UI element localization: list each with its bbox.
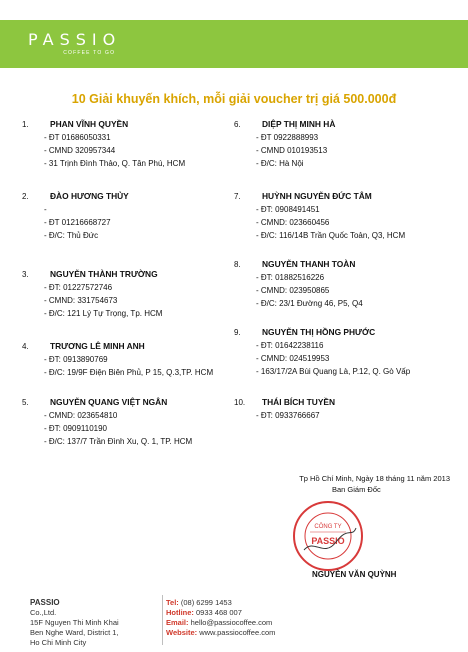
signer-name: NGUYỄN VĂN QUỲNH bbox=[312, 570, 397, 579]
footer-company-name: PASSIO bbox=[30, 598, 60, 607]
winner-name: HUỲNH NGUYỄN ĐỨC TÂM bbox=[262, 191, 372, 201]
winner-detail-line: - Đ/C: 19/9F Điện Biên Phủ, P 15, Q.3,TP. HCM bbox=[44, 368, 214, 377]
winner-name: NGUYỄN THỊ HỒNG PHƯỚC bbox=[262, 327, 376, 337]
passio-logo bbox=[28, 31, 121, 56]
winner-detail-line: - ĐT: 0933766667 bbox=[256, 411, 320, 420]
winner-number: 4. bbox=[22, 342, 29, 351]
winner-number: 8. bbox=[234, 260, 241, 269]
winner-name: DIỆP THỊ MINH HÀ bbox=[262, 119, 336, 129]
winner-detail-line: - Đ/C: Thủ Đức bbox=[44, 231, 99, 240]
winner-number: 3. bbox=[22, 270, 29, 279]
company-stamp bbox=[290, 498, 366, 574]
page-title: 10 Giải khuyến khích, mỗi giải voucher trị giá 500.000đ bbox=[71, 92, 397, 106]
winner-number: 9. bbox=[234, 328, 241, 337]
winner-detail-line: - ĐT: 01882516226 bbox=[256, 273, 325, 282]
winner-name: ĐÀO HƯƠNG THỦY bbox=[50, 191, 129, 201]
winner-detail-line: - Đ/C: Hà Nội bbox=[256, 159, 304, 168]
winner-details bbox=[44, 131, 185, 170]
winner-detail-line: - Đ/C: 23/1 Đường 46, P5, Q4 bbox=[256, 299, 363, 308]
winner-name: TRƯƠNG LÊ MINH ANH bbox=[50, 341, 145, 351]
footer-email: Email: hello@passiocoffee.com bbox=[166, 618, 273, 627]
signature-block bbox=[250, 474, 450, 494]
winner-number: 10. bbox=[234, 398, 246, 407]
winner-detail-line: - ĐT: 0909110190 bbox=[44, 424, 108, 433]
winner-detail-line: - CMND: 023950865 bbox=[256, 286, 330, 295]
winner-details bbox=[256, 339, 410, 378]
winner-details bbox=[44, 409, 192, 448]
winner-detail-line: - CMND 010193513 bbox=[256, 146, 328, 155]
winner-details bbox=[256, 271, 363, 310]
winner-details bbox=[44, 353, 213, 379]
winner-detail-line: - ĐT: 01227572746 bbox=[44, 283, 113, 292]
winner-detail-line: - CMND: 023654810 bbox=[44, 411, 118, 420]
winner-detail-line: - ĐT 0922888993 bbox=[256, 133, 319, 142]
winner-name: NGUYỄN THÀNH TRƯỜNG bbox=[50, 269, 158, 279]
stamp-name-text: PASSIO bbox=[311, 536, 345, 546]
footer-tel: Tel: (08) 6299 1453 bbox=[166, 598, 232, 607]
footer-company bbox=[30, 598, 119, 648]
winner-details bbox=[44, 203, 111, 242]
winner-detail-line: - CMND: 024519953 bbox=[256, 354, 330, 363]
logo-wordmark: PASSIO bbox=[28, 30, 122, 49]
winner-name: THÁI BÍCH TUYỀN bbox=[262, 397, 336, 407]
winner-detail-line: - ĐT: 0913890769 bbox=[44, 355, 108, 364]
winner-detail-line: - Đ/C: 137/7 Trần Đình Xu, Q. 1, TP. HCM bbox=[44, 437, 193, 446]
winner-details bbox=[44, 281, 162, 320]
winner-details bbox=[256, 203, 405, 242]
winner-detail-line: - Đ/C: 121 Lý Tự Trọng, Tp. HCM bbox=[44, 309, 163, 318]
footer-address-line: Ho Chi Minh City bbox=[30, 638, 87, 647]
winner-name: NGUYỄN QUANG VIỆT NGÂN bbox=[50, 397, 168, 407]
footer-contacts bbox=[166, 598, 275, 638]
winner-details bbox=[256, 409, 320, 422]
winner-number: 1. bbox=[22, 120, 29, 129]
footer-address-line: Ben Nghe Ward, District 1, bbox=[30, 628, 119, 637]
footer-divider bbox=[162, 595, 163, 645]
winner-detail-line: - CMND 320957344 bbox=[44, 146, 116, 155]
winner-detail-line: - CMND: 023660456 bbox=[256, 218, 330, 227]
footer-address-line: 15F Nguyen Thi Minh Khai bbox=[30, 618, 119, 627]
signer-role: Ban Giám Đốc bbox=[332, 485, 381, 494]
winner-number: 6. bbox=[234, 120, 241, 129]
winner-number: 7. bbox=[234, 192, 241, 201]
winner-number: 2. bbox=[22, 192, 29, 201]
winner-detail-line: - ĐT: 0908491451 bbox=[256, 205, 320, 214]
winner-detail-line: - ĐT 01686050331 bbox=[44, 133, 111, 142]
logo-tagline: COFFEE TO GO bbox=[63, 50, 116, 56]
winner-number: 5. bbox=[22, 398, 29, 407]
winner-detail-line: - 31 Trịnh Đình Thảo, Q. Tân Phú, HCM bbox=[44, 159, 186, 168]
winner-detail-line: - CMND: 331754673 bbox=[44, 296, 118, 305]
header-banner bbox=[0, 20, 468, 68]
winner-detail-line: - 163/17/2A Bùi Quang Là, P.12, Q. Gò Vấp bbox=[256, 367, 411, 376]
winner-detail-line: - bbox=[44, 205, 47, 214]
winner-details bbox=[256, 131, 327, 170]
winner-detail-line: - Đ/C: 116/14B Trần Quốc Toản, Q3, HCM bbox=[256, 231, 406, 240]
winner-name: PHAN VĨNH QUYỀN bbox=[50, 119, 129, 129]
stamp-company-text: CÔNG TY bbox=[314, 524, 342, 530]
footer-hotline: Hotline: 0933 468 007 bbox=[166, 608, 242, 617]
winner-detail-line: - ĐT: 01642238116 bbox=[256, 341, 324, 350]
footer-website: Website: www.passiocoffee.com bbox=[166, 628, 276, 637]
footer-company-type: Co.,Ltd. bbox=[30, 608, 57, 617]
winner-name: NGUYỄN THANH TOÀN bbox=[262, 259, 356, 269]
place-date: Tp Hồ Chí Minh, Ngày 18 tháng 11 năm 2013 bbox=[299, 474, 450, 483]
winner-detail-line: - ĐT 01216668727 bbox=[44, 218, 111, 227]
